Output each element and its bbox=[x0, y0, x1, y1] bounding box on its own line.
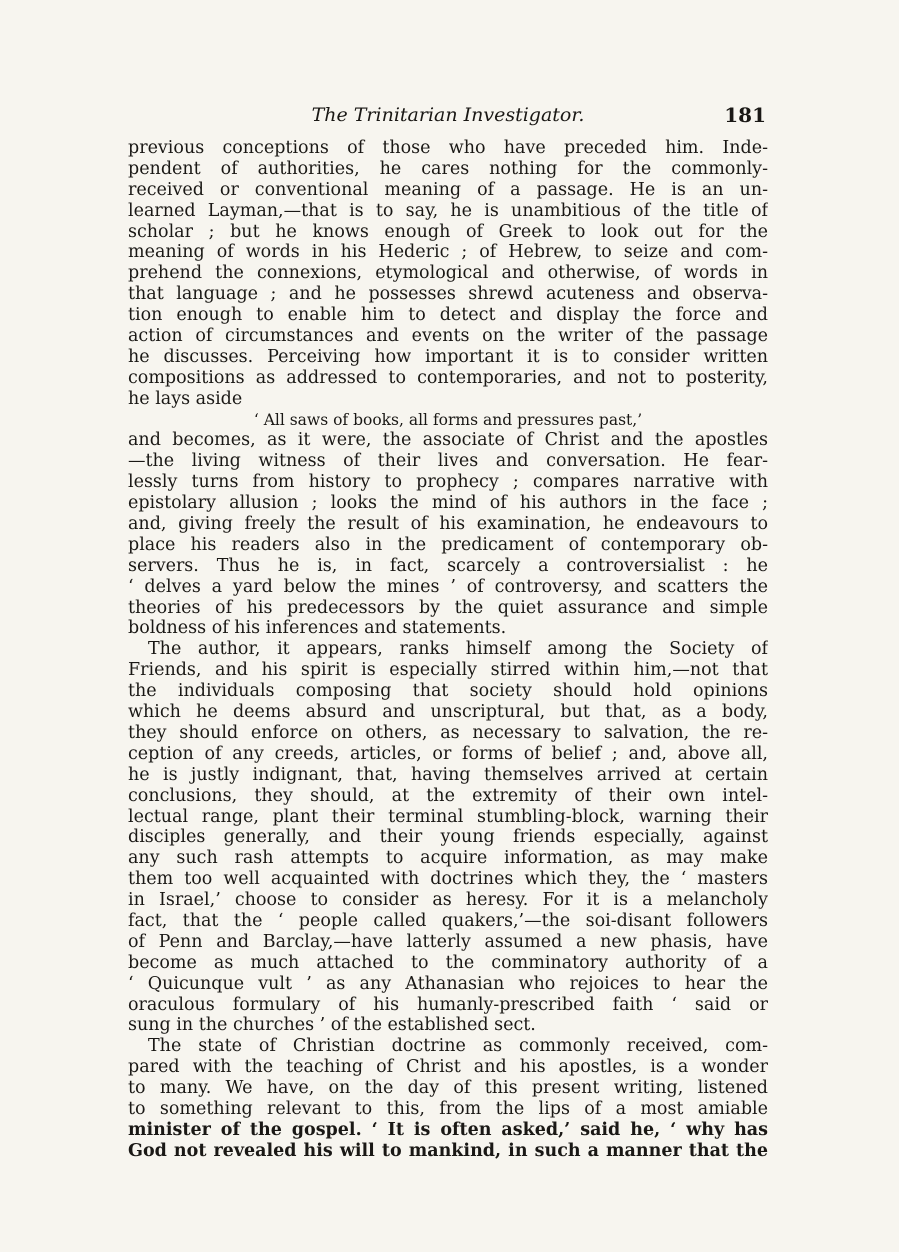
text-line: God not revealed his will to mankind, in such a manner that the bbox=[128, 1140, 768, 1161]
text-line: servers. Thus he is, in fact, scarcely a controversialist : he bbox=[128, 555, 768, 576]
text-line: any such rash attempts to acquire information, as may make bbox=[128, 848, 768, 869]
text-line: meaning of words in his Hederic ; of Hebrew, to seize and com- bbox=[128, 242, 768, 263]
text-line: to many. We have, on the day of this present writing, listened bbox=[128, 1078, 768, 1099]
text-line: place his readers also in the predicament of contemporary ob- bbox=[128, 534, 768, 555]
text-line: prehend the connexions, etymological and otherwise, of words in bbox=[128, 263, 768, 284]
text-line: sung in the churches ’ of the established sect. bbox=[128, 1015, 536, 1036]
text-line: he lays aside bbox=[128, 388, 243, 409]
text-line: fact, that the ‘ people called quakers,’—the soi-disant followers bbox=[128, 910, 768, 931]
text-line: and becomes, as it were, the associate of Christ and the apostles bbox=[128, 430, 768, 451]
text-line: that language ; and he possesses shrewd acuteness and observa- bbox=[128, 284, 768, 305]
text-line: Friends, and his spirit is especially stirred within him,—not that bbox=[128, 660, 768, 681]
text-line: ception of any creeds, articles, or forms of belief ; and, above all, bbox=[128, 743, 768, 764]
text-line: pendent of authorities, he cares nothing for the commonly- bbox=[128, 158, 768, 179]
text-line: boldness of his inferences and statements. bbox=[128, 618, 507, 639]
running-head bbox=[128, 104, 768, 134]
body-text bbox=[128, 138, 768, 1162]
text-line: received or conventional meaning of a passage. He is an un- bbox=[128, 179, 768, 200]
text-line: disciples generally, and their young friends especially, against bbox=[128, 827, 768, 848]
text-line: epistolary allusion ; looks the mind of his authors in the face ; bbox=[128, 493, 768, 514]
text-line: he is justly indignant, that, having themselves arrived at certain bbox=[128, 764, 768, 785]
text-line: them too well acquainted with doctrines which they, the ‘ masters bbox=[128, 869, 768, 890]
text-line: he discusses. Perceiving how important it is to consider written bbox=[128, 346, 768, 367]
text-line: —the living witness of their lives and conversation. He fear- bbox=[128, 451, 768, 472]
text-line: lectual range, plant their terminal stumbling-block, warning their bbox=[128, 806, 768, 827]
paragraph-start-line: The author, it appears, ranks himself among the Society of bbox=[148, 639, 768, 660]
text-line: ‘ delves a yard below the mines ’ of controversy, and scatters the bbox=[128, 576, 768, 597]
text-line: in Israel,’ choose to consider as heresy. For it is a melancholy bbox=[128, 890, 768, 911]
text-line: ‘ Quicunque vult ’ as any Athanasian who rejoices to hear the bbox=[128, 973, 768, 994]
page-number: 181 bbox=[724, 103, 766, 127]
text-line: which he deems absurd and unscriptural, but that, as a body, bbox=[128, 702, 768, 723]
running-title: The Trinitarian Investigator. bbox=[311, 104, 585, 126]
text-line: previous conceptions of those who have preceded him. Inde- bbox=[128, 138, 768, 158]
text-line: of Penn and Barclay,—have latterly assumed a new phasis, have bbox=[128, 931, 768, 952]
text-line: to something relevant to this, from the lips of a most amiable bbox=[128, 1098, 768, 1119]
text-line: theories of his predecessors by the quiet assurance and simple bbox=[128, 597, 768, 618]
text-line: tion enough to enable him to detect and display the force and bbox=[128, 305, 768, 326]
text-line: they should enforce on others, as necessary to salvation, the re- bbox=[128, 722, 768, 743]
text-line: learned Layman,—that is to say, he is unambitious of the title of bbox=[128, 200, 768, 221]
text-line: conclusions, they should, at the extremity of their own intel- bbox=[128, 785, 768, 806]
text-line: compositions as addressed to contemporaries, and not to posterity, bbox=[128, 367, 768, 388]
text-line: oraculous formulary of his humanly-prescribed faith ‘ said or bbox=[128, 994, 768, 1015]
paragraph-start-line: The state of Christian doctrine as commonly received, com- bbox=[148, 1036, 768, 1057]
text-line: pared with the teaching of Christ and his apostles, is a wonder bbox=[128, 1057, 768, 1078]
text-line: scholar ; but he knows enough of Greek to look out for the bbox=[128, 221, 768, 242]
text-line: lessly turns from history to prophecy ; compares narrative with bbox=[128, 472, 768, 493]
quotation-line: ‘ All saws of books, all forms and pressures past,’ bbox=[253, 410, 643, 429]
text-line: and, giving freely the result of his examination, he endeavours to bbox=[128, 514, 768, 535]
text-line: the individuals composing that society should hold opinions bbox=[128, 681, 768, 702]
text-line: action of circumstances and events on the writer of the passage bbox=[128, 326, 768, 347]
text-line: become as much attached to the comminatory authority of a bbox=[128, 952, 768, 973]
text-line: minister of the gospel. ‘ It is often asked,’ said he, ‘ why has bbox=[128, 1119, 768, 1140]
